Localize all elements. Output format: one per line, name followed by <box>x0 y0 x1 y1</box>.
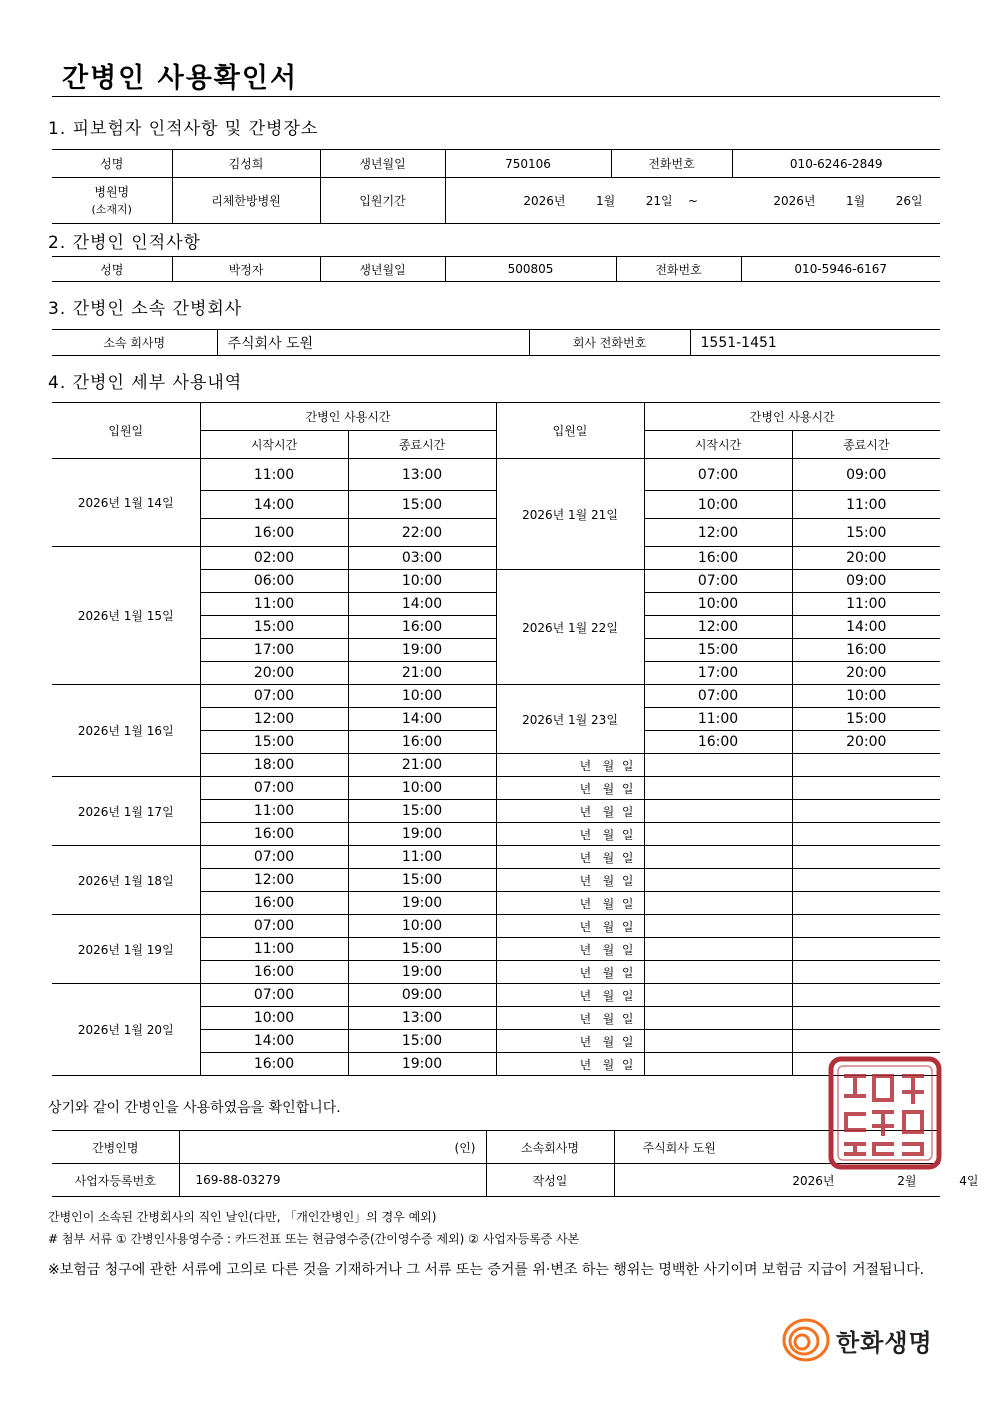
insured-phone: 010-6246-2849 <box>732 150 940 178</box>
period-label: 입원기간 <box>320 178 445 224</box>
brand-name: 한화생명 <box>836 1328 933 1357</box>
empty-start-time <box>644 1030 792 1053</box>
written-date-label: 작성일 <box>486 1164 614 1197</box>
end-time-right: 09:00 <box>792 459 940 491</box>
fraud-warning: ※보험금 청구에 관한 서류에 고의로 다른 것을 기재하거나 그 서류 또는 증거를 위·변조 하는 행위는 명백한 사기이며 보험금 지급이 거절됩니다. <box>48 1262 925 1278</box>
end-time-left: 19:00 <box>348 639 496 662</box>
empty-end-time <box>792 1007 940 1030</box>
end-time-left: 19:00 <box>348 823 496 846</box>
empty-end-time <box>792 915 940 938</box>
caregiver-sign-label: 간병인명 <box>52 1131 179 1164</box>
company-sign-name: 주식회사 도원 <box>614 1131 940 1164</box>
admission-period <box>445 178 940 224</box>
start-time-right: 10:00 <box>644 593 792 616</box>
header-start-right: 시작시간 <box>644 431 792 459</box>
end-time-left: 10:00 <box>348 685 496 708</box>
empty-end-time <box>792 984 940 1007</box>
caregiver-name-label: 성명 <box>52 257 172 282</box>
start-time-left: 16:00 <box>200 519 348 547</box>
end-time-left: 10:00 <box>348 777 496 800</box>
empty-admission-date: 년 월 일 <box>496 915 644 938</box>
end-time-right: 09:00 <box>792 570 940 593</box>
insured-name-label: 성명 <box>52 150 172 178</box>
empty-end-time <box>792 938 940 961</box>
bizno-label: 사업자등록번호 <box>52 1164 179 1197</box>
empty-end-time <box>792 823 940 846</box>
written-month: 2월 <box>897 1173 917 1188</box>
start-time-left: 07:00 <box>200 777 348 800</box>
start-time-right: 15:00 <box>644 639 792 662</box>
admission-date-right: 2026년 1월 23일 <box>496 685 644 754</box>
empty-admission-date: 년 월 일 <box>496 1053 644 1076</box>
empty-start-time <box>644 915 792 938</box>
admission-date-left: 2026년 1월 17일 <box>52 777 200 846</box>
end-time-left: 19:00 <box>348 1053 496 1076</box>
caregiver-phone: 010-5946-6167 <box>741 257 940 282</box>
empty-start-time <box>644 800 792 823</box>
admission-date-left: 2026년 1월 19일 <box>52 915 200 984</box>
insured-name: 김성희 <box>172 150 320 178</box>
empty-start-time <box>644 754 792 777</box>
section-1-heading: 1. 피보험자 인적사항 및 간병장소 <box>48 119 319 139</box>
end-time-right: 11:00 <box>792 491 940 519</box>
title-divider <box>52 96 940 97</box>
admission-date-left: 2026년 1월 20일 <box>52 984 200 1076</box>
empty-end-time <box>792 777 940 800</box>
end-time-left: 15:00 <box>348 938 496 961</box>
start-time-right: 12:00 <box>644 519 792 547</box>
empty-end-time <box>792 754 940 777</box>
header-admission-date-left: 입원일 <box>52 403 200 459</box>
written-year: 2026년 <box>792 1173 835 1188</box>
header-start-left: 시작시간 <box>200 431 348 459</box>
end-time-right: 20:00 <box>792 662 940 685</box>
empty-end-time <box>792 961 940 984</box>
empty-admission-date: 년 월 일 <box>496 961 644 984</box>
empty-start-time <box>644 1007 792 1030</box>
start-time-left: 15:00 <box>200 616 348 639</box>
end-time-left: 15:00 <box>348 869 496 892</box>
start-time-left: 14:00 <box>200 1030 348 1053</box>
company-seal-stamp <box>828 1056 942 1170</box>
table-row <box>52 777 940 800</box>
start-time-left: 10:00 <box>200 1007 348 1030</box>
end-time-left: 16:00 <box>348 731 496 754</box>
section-2-heading: 2. 간병인 인적사항 <box>48 233 201 253</box>
admission-date-left: 2026년 1월 16일 <box>52 685 200 777</box>
end-time-left: 03:00 <box>348 547 496 570</box>
start-time-right: 11:00 <box>644 708 792 731</box>
end-time-left: 22:00 <box>348 519 496 547</box>
table-row <box>52 459 940 491</box>
confirmation-text: 상기와 같이 간병인을 사용하였음을 확인합니다. <box>48 1100 341 1116</box>
caregiver-name: 박정자 <box>172 257 320 282</box>
end-time-left: 09:00 <box>348 984 496 1007</box>
end-time-right: 10:00 <box>792 685 940 708</box>
empty-admission-date: 년 월 일 <box>496 823 644 846</box>
hospital-name: 리체한방병원 <box>172 178 320 224</box>
end-time-left: 15:00 <box>348 491 496 519</box>
end-time-right: 20:00 <box>792 547 940 570</box>
empty-admission-date: 년 월 일 <box>496 869 644 892</box>
empty-start-time <box>644 984 792 1007</box>
start-time-left: 07:00 <box>200 984 348 1007</box>
end-time-left: 10:00 <box>348 915 496 938</box>
empty-start-time <box>644 846 792 869</box>
section-3-heading: 3. 간병인 소속 간병회사 <box>48 299 243 319</box>
bizno-value: 169-88-03279 <box>179 1164 486 1197</box>
start-time-left: 07:00 <box>200 915 348 938</box>
empty-admission-date: 년 월 일 <box>496 754 644 777</box>
empty-admission-date: 년 월 일 <box>496 777 644 800</box>
empty-admission-date: 년 월 일 <box>496 938 644 961</box>
hanwha-life-logo <box>780 1316 933 1364</box>
hospital-label: 병원명 (소재지) <box>52 178 172 224</box>
admission-date-left: 2026년 1월 14일 <box>52 459 200 547</box>
empty-start-time <box>644 938 792 961</box>
start-time-left: 11:00 <box>200 800 348 823</box>
table-row <box>52 915 940 938</box>
caregiver-table <box>52 256 940 282</box>
empty-admission-date: 년 월 일 <box>496 846 644 869</box>
caregiver-seal-mark: (인) <box>179 1131 486 1164</box>
usage-table <box>52 402 940 1076</box>
empty-start-time <box>644 777 792 800</box>
company-table <box>52 329 940 356</box>
start-time-left: 07:00 <box>200 685 348 708</box>
start-time-left: 16:00 <box>200 823 348 846</box>
start-time-left: 15:00 <box>200 731 348 754</box>
header-end-right: 종료시간 <box>792 431 940 459</box>
admission-date-left: 2026년 1월 18일 <box>52 846 200 915</box>
end-time-right: 15:00 <box>792 708 940 731</box>
start-time-left: 16:00 <box>200 1053 348 1076</box>
empty-admission-date: 년 월 일 <box>496 892 644 915</box>
caregiver-phone-label: 전화번호 <box>616 257 741 282</box>
insured-birth-label: 생년월일 <box>320 150 445 178</box>
empty-end-time <box>792 892 940 915</box>
caregiver-birth: 500805 <box>445 257 616 282</box>
empty-end-time <box>792 846 940 869</box>
end-time-left: 19:00 <box>348 892 496 915</box>
empty-start-time <box>644 823 792 846</box>
note-seal: 간병인이 소속된 간병회사의 직인 날인(다만, 「개인간병인」의 경우 예외) <box>48 1210 437 1224</box>
note-attachments: # 첨부 서류 ① 간병인사용영수증 : 카드전표 또는 현금영수증(간이영수증 제외) ② 사업자등록증 사본 <box>48 1232 580 1246</box>
table-row <box>52 846 940 869</box>
company-phone: 1551-1451 <box>690 330 940 356</box>
header-usage-time-left: 간병인 사용시간 <box>200 403 496 431</box>
end-time-left: 15:00 <box>348 800 496 823</box>
insured-birth: 750106 <box>445 150 611 178</box>
start-time-right: 07:00 <box>644 570 792 593</box>
empty-admission-date: 년 월 일 <box>496 984 644 1007</box>
end-time-left: 15:00 <box>348 1030 496 1053</box>
hanwha-logo-icon <box>780 1316 832 1364</box>
empty-end-time <box>792 869 940 892</box>
start-time-right: 16:00 <box>644 547 792 570</box>
start-time-left: 12:00 <box>200 708 348 731</box>
empty-start-time <box>644 892 792 915</box>
end-time-left: 13:00 <box>348 1007 496 1030</box>
start-time-right: 07:00 <box>644 685 792 708</box>
start-time-left: 12:00 <box>200 869 348 892</box>
header-usage-time-right: 간병인 사용시간 <box>644 403 940 431</box>
end-time-left: 13:00 <box>348 459 496 491</box>
header-admission-date-right: 입원일 <box>496 403 644 459</box>
empty-admission-date: 년 월 일 <box>496 1030 644 1053</box>
end-time-left: 11:00 <box>348 846 496 869</box>
start-time-right: 07:00 <box>644 459 792 491</box>
start-time-left: 16:00 <box>200 961 348 984</box>
end-time-left: 14:00 <box>348 708 496 731</box>
page-title: 간병인 사용확인서 <box>62 63 299 94</box>
signature-table <box>52 1130 979 1197</box>
table-row <box>52 984 940 1007</box>
start-time-left: 18:00 <box>200 754 348 777</box>
empty-end-time <box>792 800 940 823</box>
start-time-right: 12:00 <box>644 616 792 639</box>
end-time-left: 14:00 <box>348 593 496 616</box>
end-time-right: 15:00 <box>792 519 940 547</box>
company-name: 주식회사 도원 <box>217 330 529 356</box>
end-time-right: 20:00 <box>792 731 940 754</box>
header-end-left: 종료시간 <box>348 431 496 459</box>
period-to: 2026년 1월 26일 <box>773 194 923 208</box>
start-time-left: 07:00 <box>200 846 348 869</box>
company-sign-label: 소속회사명 <box>486 1131 614 1164</box>
end-time-right: 16:00 <box>792 639 940 662</box>
empty-start-time <box>644 961 792 984</box>
end-time-left: 10:00 <box>348 570 496 593</box>
end-time-left: 19:00 <box>348 961 496 984</box>
period-from: 2026년 1월 21일 ~ <box>523 194 698 208</box>
start-time-left: 11:00 <box>200 593 348 616</box>
start-time-left: 02:00 <box>200 547 348 570</box>
end-time-right: 11:00 <box>792 593 940 616</box>
start-time-left: 11:00 <box>200 459 348 491</box>
start-time-left: 16:00 <box>200 892 348 915</box>
start-time-left: 20:00 <box>200 662 348 685</box>
admission-date-left: 2026년 1월 15일 <box>52 547 200 685</box>
start-time-right: 10:00 <box>644 491 792 519</box>
end-time-left: 16:00 <box>348 616 496 639</box>
section-4-heading: 4. 간병인 세부 사용내역 <box>48 373 243 393</box>
empty-admission-date: 년 월 일 <box>496 800 644 823</box>
insured-phone-label: 전화번호 <box>611 150 732 178</box>
written-day: 4일 <box>959 1173 979 1188</box>
table-row <box>52 685 940 708</box>
start-time-left: 11:00 <box>200 938 348 961</box>
start-time-left: 14:00 <box>200 491 348 519</box>
caregiver-birth-label: 생년월일 <box>320 257 445 282</box>
admission-date-right: 2026년 1월 22일 <box>496 570 644 685</box>
admission-date-right: 2026년 1월 21일 <box>496 459 644 570</box>
empty-start-time <box>644 1053 792 1076</box>
company-name-label: 소속 회사명 <box>52 330 217 356</box>
insured-table <box>52 149 940 224</box>
end-time-left: 21:00 <box>348 662 496 685</box>
start-time-left: 06:00 <box>200 570 348 593</box>
empty-end-time <box>792 1030 940 1053</box>
start-time-left: 17:00 <box>200 639 348 662</box>
start-time-right: 16:00 <box>644 731 792 754</box>
start-time-right: 17:00 <box>644 662 792 685</box>
empty-start-time <box>644 869 792 892</box>
company-phone-label: 회사 전화번호 <box>529 330 690 356</box>
end-time-left: 21:00 <box>348 754 496 777</box>
empty-admission-date: 년 월 일 <box>496 1007 644 1030</box>
end-time-right: 14:00 <box>792 616 940 639</box>
